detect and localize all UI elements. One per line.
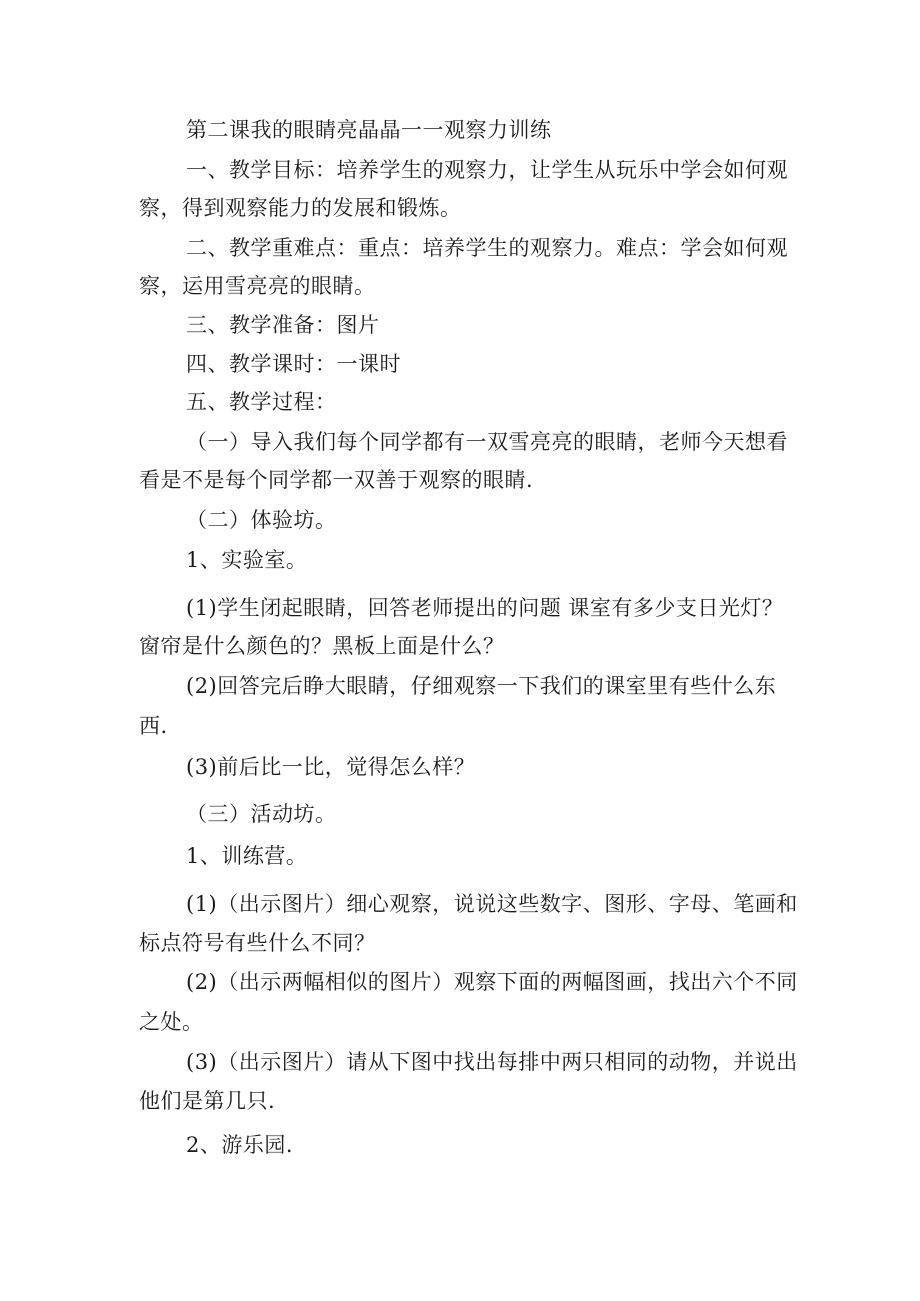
text-line: 四、教学课时：一课时: [186, 352, 401, 376]
text-line: 之处。: [139, 1010, 204, 1034]
text-line: 西.: [139, 714, 168, 738]
subsection-heading: （三）活动坊。: [186, 802, 337, 826]
list-item: (3)（出示图片）请从下图中找出每排中两只相同的动物，并说出: [186, 1050, 798, 1074]
text-line: 察，得到观察能力的发展和锻炼。: [139, 196, 462, 220]
lesson-title: 第二课我的眼睛亮晶晶一一观察力训练: [186, 118, 552, 142]
text-line: 标点符号有些什么不同？: [139, 931, 376, 955]
text-line: 一、教学目标：培养学生的观察力，让学生从玩乐中学会如何观: [186, 158, 788, 182]
list-item: (3)前后比一比，觉得怎么样？: [186, 755, 476, 779]
text-line: （一）导入我们每个同学都有一双雪亮亮的眼睛，老师今天想看: [186, 430, 788, 454]
section-heading: 五、教学过程：: [186, 390, 337, 414]
list-item: (2)（出示两幅相似的图片）观察下面的两幅图画，找出六个不同: [186, 970, 798, 994]
list-item: (2)回答完后睁大眼睛，仔细观察一下我们的课室里有些什么东: [186, 674, 777, 698]
text-line: 看是不是每个同学都一双善于观察的眼睛.: [139, 468, 534, 492]
subsection-heading: （二）体验坊。: [186, 508, 337, 532]
list-item: (1)学生闭起眼睛，回答老师提出的问题 课室有多少支日光灯？: [186, 596, 784, 620]
text-line: 窗帘是什么颜色的？黑板上面是什么？: [139, 634, 505, 658]
list-item: 2、游乐园.: [186, 1133, 294, 1157]
text-line: 察，运用雪亮亮的眼睛。: [139, 274, 376, 298]
text-line: 二、教学重难点：重点：培养学生的观察力。难点：学会如何观: [186, 236, 788, 260]
text-line: 三、教学准备：图片: [186, 313, 380, 337]
list-item: 1、实验室。: [186, 548, 308, 572]
list-item: (1)（出示图片）细心观察，说说这些数字、图形、字母、笔画和: [186, 892, 798, 916]
list-item: 1、训练营。: [186, 844, 308, 868]
text-line: 他们是第几只.: [139, 1089, 276, 1113]
